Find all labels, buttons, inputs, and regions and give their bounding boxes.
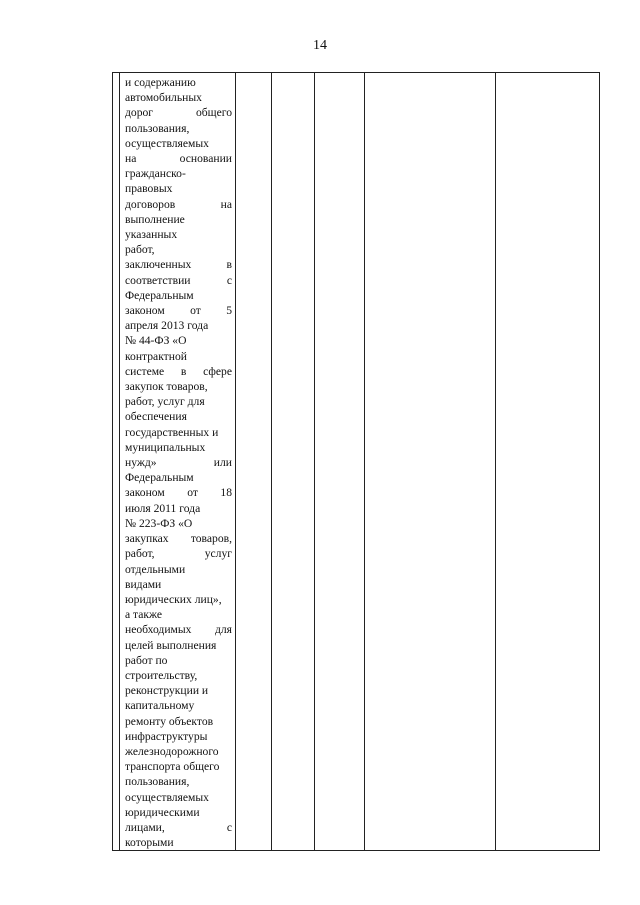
description-word: которыми — [125, 836, 174, 850]
description-line — [125, 364, 232, 379]
description-line — [125, 227, 232, 242]
description-word: пользования, — [125, 121, 190, 135]
description-word: работ, — [125, 243, 155, 257]
description-word: № 223-ФЗ «О — [125, 516, 193, 530]
description-word: дорог — [125, 106, 154, 120]
description-word: строительству, — [125, 668, 198, 682]
description-line — [125, 622, 232, 637]
description-word: транспорта общего — [125, 760, 220, 774]
description-line — [125, 75, 232, 90]
table-cell-empty — [496, 73, 600, 851]
description-word: юридических лиц», — [125, 592, 222, 606]
description-word: необходимых — [125, 623, 192, 637]
description-line — [125, 592, 232, 607]
description-line — [125, 759, 232, 774]
table-cell-empty — [236, 73, 272, 851]
description-word: капитальному — [125, 699, 195, 713]
description-word: и содержанию — [125, 76, 196, 89]
description-line — [125, 562, 232, 577]
description-line — [125, 349, 232, 364]
description-word: 18 — [220, 486, 232, 500]
description-word: законом — [125, 486, 165, 500]
description-word: для — [214, 623, 232, 637]
description-word: ремонту объектов — [125, 714, 214, 728]
description-word: реконструкции и — [125, 684, 209, 698]
description-word: на — [125, 152, 137, 166]
description-line — [125, 531, 232, 546]
description-line — [125, 166, 232, 181]
description-line — [125, 744, 232, 759]
description-word: общего — [195, 106, 232, 120]
description-line — [125, 379, 232, 394]
description-word: законом — [125, 304, 165, 318]
table-cell-index — [113, 73, 120, 851]
description-line — [125, 409, 232, 424]
description-text — [120, 73, 235, 850]
description-line — [125, 668, 232, 683]
description-line — [125, 151, 232, 166]
description-word: системе — [125, 364, 165, 378]
description-line — [125, 607, 232, 622]
description-line — [125, 212, 232, 227]
description-line — [125, 790, 232, 805]
description-word: лицами, — [125, 820, 165, 834]
description-word: от — [190, 304, 201, 318]
description-line — [125, 714, 232, 729]
description-line — [125, 121, 232, 136]
description-word: сфере — [203, 364, 232, 378]
document-table — [112, 72, 600, 851]
description-line — [125, 577, 232, 592]
description-line — [125, 653, 232, 668]
description-word: пользования, — [125, 775, 190, 789]
description-word: юридическими — [125, 805, 200, 819]
description-line — [125, 181, 232, 196]
description-line — [125, 440, 232, 455]
description-line — [125, 638, 232, 653]
description-word: нужд» — [125, 456, 157, 470]
description-word: июля 2011 года — [125, 501, 201, 515]
description-word: заключенных — [125, 258, 192, 272]
description-line — [125, 105, 232, 120]
description-line — [125, 288, 232, 303]
table-cell-empty — [272, 73, 315, 851]
description-word: апреля 2013 года — [125, 319, 209, 333]
description-line — [125, 273, 232, 288]
description-word: договоров — [125, 197, 176, 211]
description-word: правовых — [125, 182, 173, 196]
description-word: № 44-ФЗ «О — [125, 334, 187, 348]
description-word: обеспечения — [125, 410, 187, 424]
description-word: указанных — [125, 228, 178, 242]
description-word: гражданско- — [125, 167, 186, 181]
description-word: закупках — [125, 532, 169, 546]
description-word: отдельными — [125, 562, 186, 576]
description-line — [125, 318, 232, 333]
description-word: видами — [125, 577, 162, 591]
description-line — [125, 805, 232, 820]
description-word: Федеральным — [125, 288, 194, 302]
description-word: в — [180, 364, 187, 378]
description-word: работ по — [125, 653, 168, 667]
description-line — [125, 257, 232, 272]
description-line — [125, 774, 232, 789]
description-word: с — [226, 273, 232, 287]
description-word: муниципальных — [125, 440, 206, 454]
description-line — [125, 197, 232, 212]
description-word: товаров, — [190, 532, 232, 546]
description-word: контрактной — [125, 349, 187, 363]
description-line — [125, 90, 232, 105]
description-line — [125, 546, 232, 561]
description-word: закупок товаров, — [125, 380, 208, 394]
description-line — [125, 516, 232, 531]
description-word: на — [220, 197, 232, 211]
description-line — [125, 394, 232, 409]
description-line — [125, 470, 232, 485]
description-line — [125, 485, 232, 500]
description-line — [125, 455, 232, 470]
description-word: государственных и — [125, 425, 219, 439]
description-word: 5 — [226, 304, 232, 318]
description-word: Федеральным — [125, 471, 194, 485]
description-line — [125, 683, 232, 698]
description-word: а также — [125, 608, 163, 622]
description-word: услуг — [204, 547, 232, 561]
description-line — [125, 425, 232, 440]
description-word: от — [187, 486, 198, 500]
description-line — [125, 136, 232, 151]
table-cell-description — [120, 73, 236, 851]
description-line — [125, 820, 232, 835]
description-word: работ, услуг для — [125, 395, 205, 409]
description-word: железнодорожного — [125, 744, 219, 758]
description-line — [125, 835, 232, 850]
description-word: в — [226, 258, 232, 272]
description-line — [125, 501, 232, 516]
description-line — [125, 242, 232, 257]
description-line — [125, 333, 232, 348]
description-line — [125, 303, 232, 318]
description-word: осуществляемых — [125, 790, 209, 804]
description-word: выполнение — [125, 212, 185, 226]
description-word: осуществляемых — [125, 136, 209, 150]
table-row — [113, 73, 600, 851]
description-word: работ, — [125, 547, 155, 561]
table-cell-empty — [365, 73, 496, 851]
description-line — [125, 729, 232, 744]
description-word: инфраструктуры — [125, 729, 208, 743]
description-word: соответствии — [125, 273, 191, 287]
description-word: автомобильных — [125, 91, 202, 105]
table-cell-empty — [315, 73, 365, 851]
description-word: с — [226, 820, 232, 834]
page-number: 14 — [313, 38, 327, 53]
description-word: целей выполнения — [125, 638, 217, 652]
description-word: или — [213, 456, 232, 470]
description-word: основании — [179, 152, 232, 166]
description-line — [125, 698, 232, 713]
